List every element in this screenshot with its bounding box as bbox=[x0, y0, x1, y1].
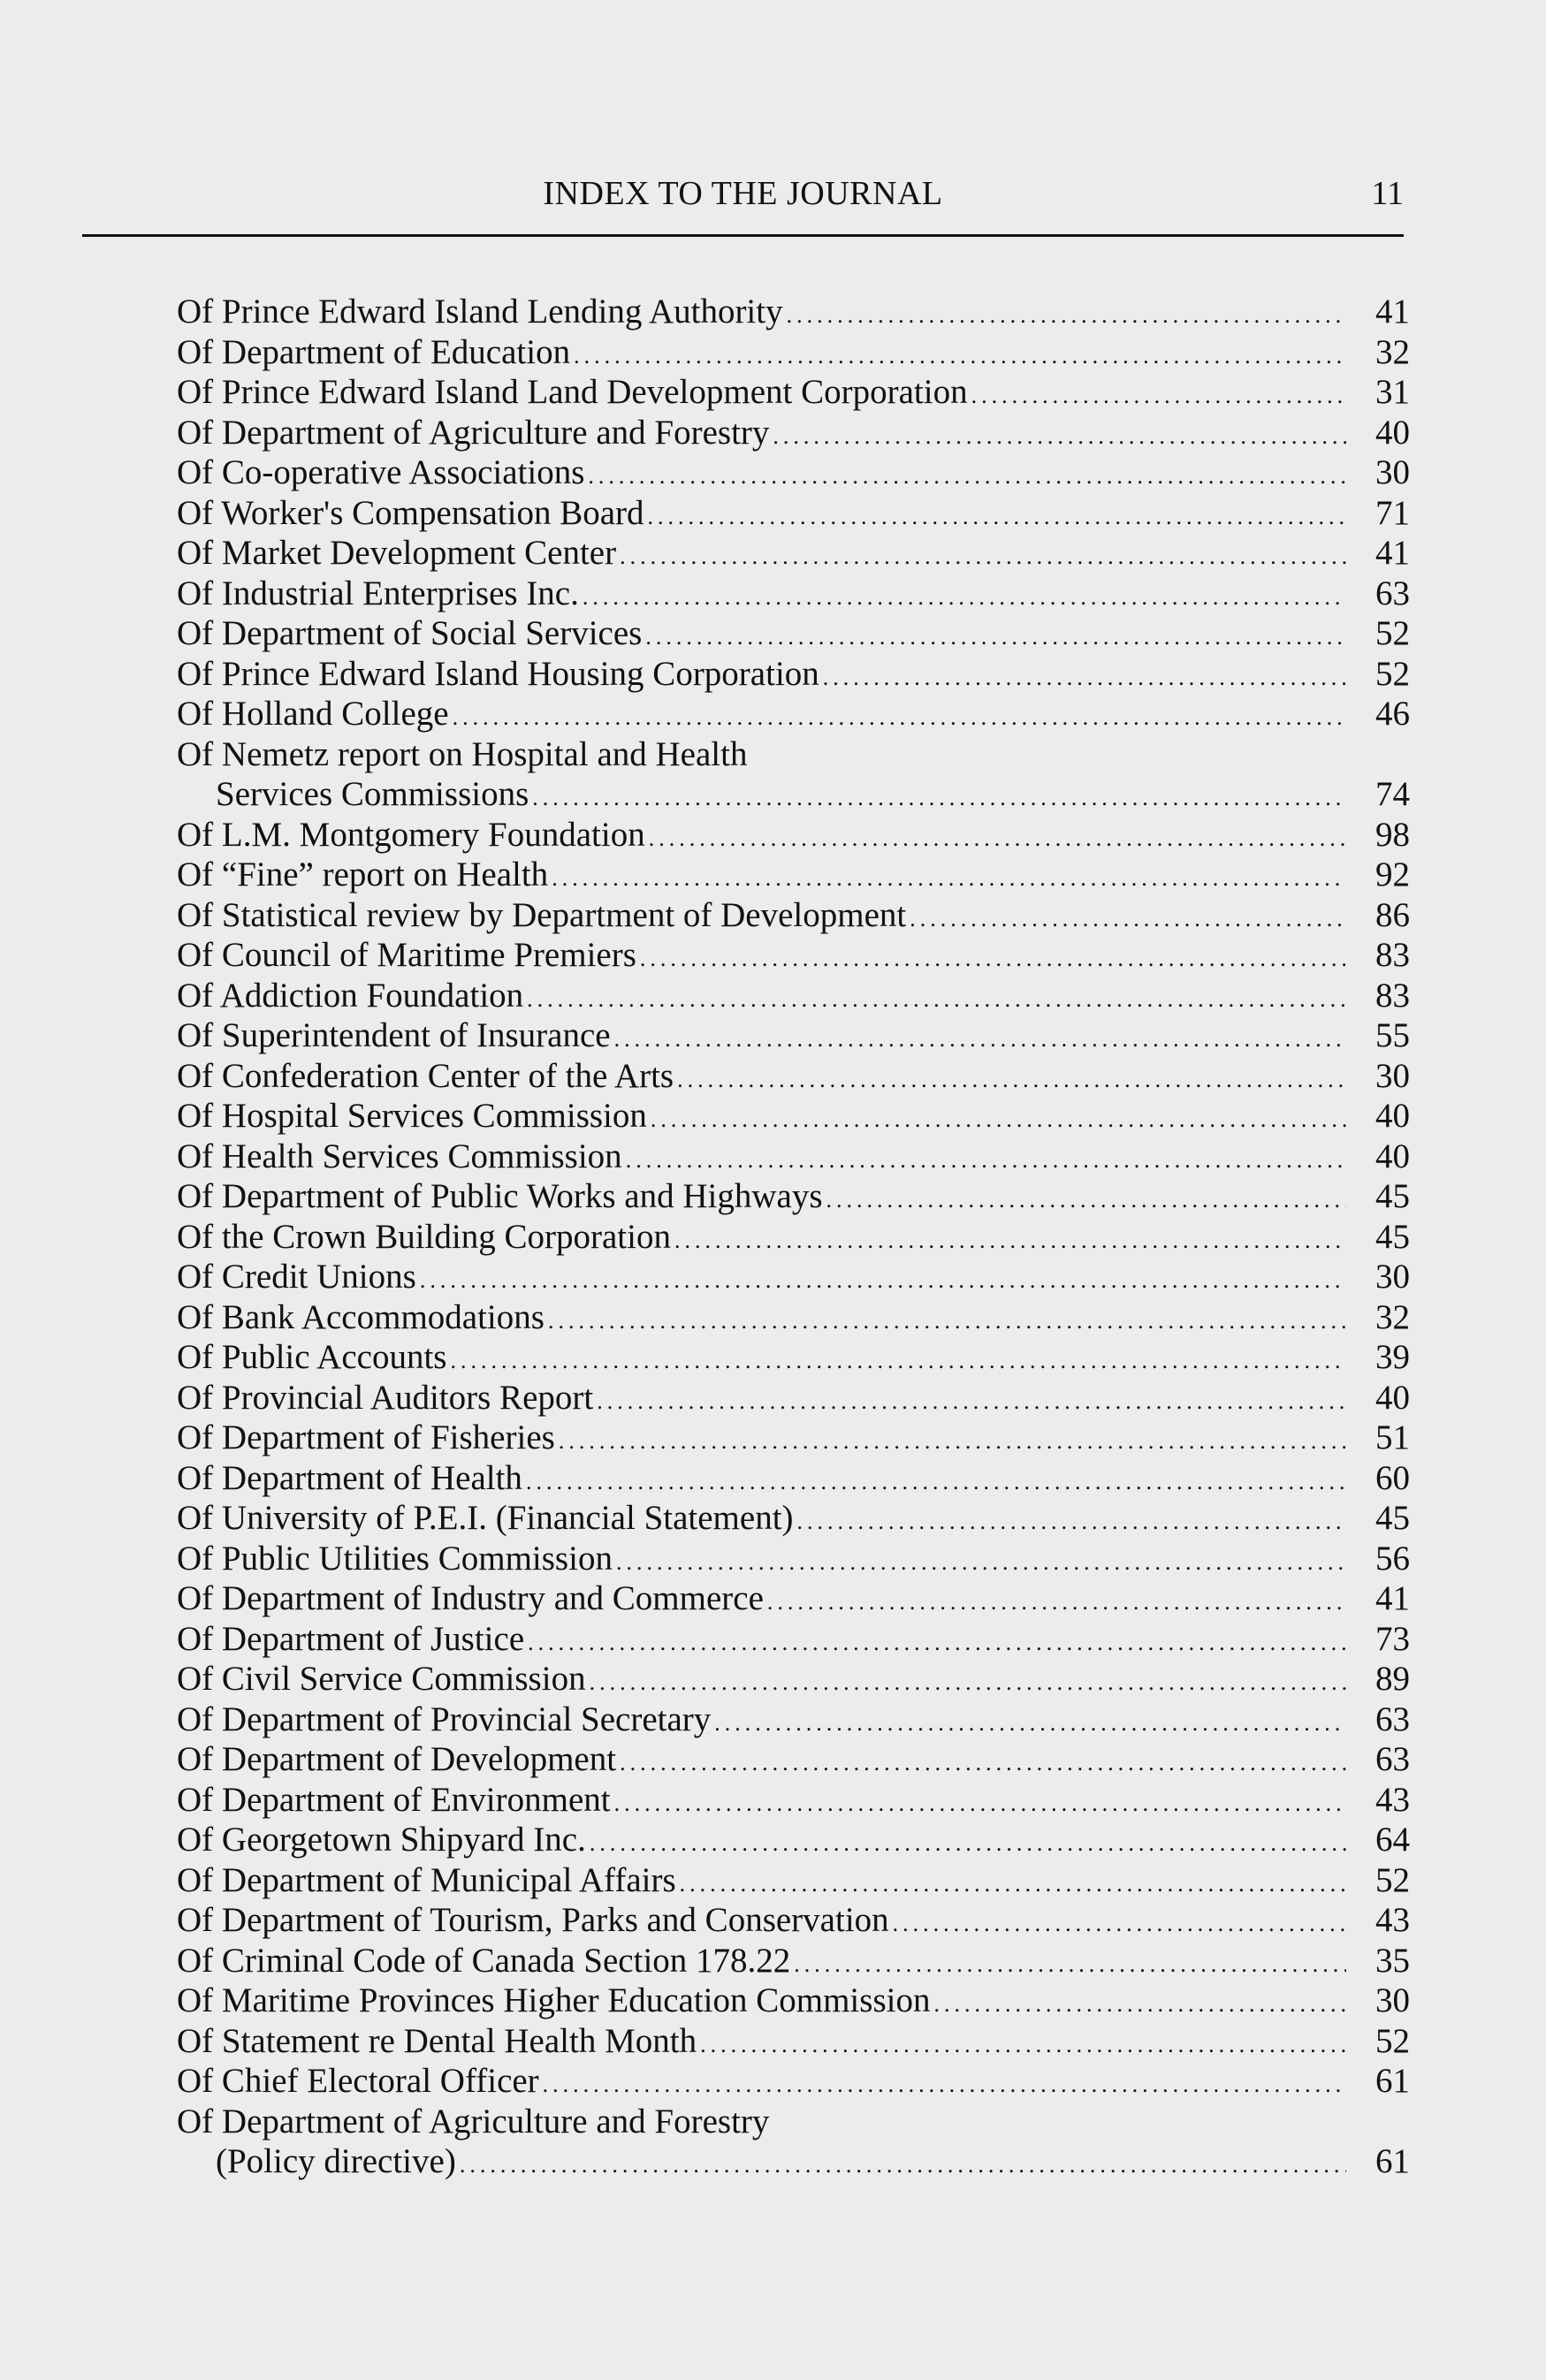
entry-text: Of Credit Unions bbox=[177, 1258, 416, 1296]
dot-leader bbox=[559, 1421, 1346, 1462]
dot-leader bbox=[590, 1662, 1346, 1703]
entry-page-number: 63 bbox=[1375, 1740, 1410, 1778]
entry-text: Of Bank Accommodations bbox=[177, 1297, 545, 1336]
index-entry bbox=[177, 533, 1410, 574]
entry-text: Of Department of Environment bbox=[177, 1780, 611, 1819]
entry-page-number: 39 bbox=[1375, 1338, 1410, 1376]
entry-page-number: 41 bbox=[1375, 534, 1410, 572]
dot-leader bbox=[773, 416, 1346, 457]
entry-page-number: 30 bbox=[1375, 1056, 1410, 1095]
entry-page-number: 30 bbox=[1375, 1981, 1410, 2019]
page-header bbox=[82, 173, 1404, 217]
entry-page-number: 56 bbox=[1375, 1539, 1410, 1578]
entry-page-number: 60 bbox=[1375, 1458, 1410, 1497]
index-entry bbox=[177, 613, 1410, 654]
entry-page-number: 32 bbox=[1375, 1297, 1410, 1336]
entry-text: Of Department of Agriculture and Forestry bbox=[177, 2102, 770, 2140]
index-entry bbox=[177, 855, 1410, 895]
index-entry bbox=[177, 574, 1410, 614]
entry-page-number: 73 bbox=[1375, 1619, 1410, 1658]
index-entry bbox=[177, 734, 1410, 775]
entry-page-number: 92 bbox=[1375, 855, 1410, 893]
index-entry bbox=[177, 1860, 1410, 1901]
dot-leader bbox=[460, 2145, 1346, 2186]
dot-leader bbox=[794, 1944, 1346, 1985]
entry-text: Of Department of Agriculture and Forestry bbox=[177, 413, 770, 452]
entry-text: Of Maritime Provinces Higher Education Commission bbox=[177, 1981, 931, 2019]
dot-leader bbox=[933, 1984, 1346, 2025]
entry-text: Of Holland College bbox=[177, 695, 449, 733]
index-entry bbox=[177, 1458, 1410, 1499]
index-entry bbox=[177, 1015, 1410, 1056]
entry-text: Of Health Services Commission bbox=[177, 1137, 622, 1175]
index-entry bbox=[177, 452, 1410, 493]
dot-leader bbox=[787, 295, 1346, 336]
index-entry-continuation bbox=[177, 774, 1410, 815]
entry-page-number: 40 bbox=[1375, 413, 1410, 452]
dot-leader bbox=[767, 1582, 1346, 1623]
index-entry bbox=[177, 1941, 1410, 1981]
dot-leader bbox=[590, 1823, 1346, 1864]
dot-leader bbox=[649, 818, 1346, 859]
entry-text: Of Department of Development bbox=[177, 1740, 617, 1778]
index-entry bbox=[177, 1619, 1410, 1660]
index-entry bbox=[177, 292, 1410, 332]
dot-leader bbox=[714, 1703, 1346, 1744]
dot-leader bbox=[420, 1260, 1346, 1301]
index-entry bbox=[177, 1820, 1410, 1860]
index-entry bbox=[177, 1056, 1410, 1097]
dot-leader bbox=[823, 658, 1346, 698]
entry-text: Of Provincial Auditors Report bbox=[177, 1378, 594, 1417]
entry-page-number: 89 bbox=[1375, 1660, 1410, 1698]
index-entry bbox=[177, 694, 1410, 734]
entry-text: Of Public Utilities Commission bbox=[177, 1539, 613, 1578]
entry-text: Of Department of Municipal Affairs bbox=[177, 1860, 676, 1899]
index-entry bbox=[177, 1137, 1410, 1177]
entry-page-number: 63 bbox=[1375, 1699, 1410, 1738]
dot-leader bbox=[971, 376, 1346, 416]
entry-text: Of Department of Health bbox=[177, 1458, 522, 1497]
entry-text: Of Confederation Center of the Arts bbox=[177, 1056, 674, 1095]
entry-text: Of Prince Edward Island Housing Corporation bbox=[177, 654, 819, 693]
entry-page-number: 61 bbox=[1375, 2142, 1410, 2180]
entry-page-number: 30 bbox=[1375, 453, 1410, 491]
entry-page-number: 41 bbox=[1375, 1579, 1410, 1617]
index-entry bbox=[177, 1337, 1410, 1378]
index-entry bbox=[177, 1578, 1410, 1619]
entry-page-number: 40 bbox=[1375, 1137, 1410, 1175]
index-entry-continuation bbox=[177, 2141, 1410, 2182]
entry-text: Of Market Development Center bbox=[177, 534, 617, 572]
entry-page-number: 52 bbox=[1375, 1860, 1410, 1899]
dot-leader bbox=[574, 336, 1346, 376]
index-entry bbox=[177, 1498, 1410, 1539]
index-entry bbox=[177, 1739, 1410, 1780]
index-entry bbox=[177, 976, 1410, 1016]
entry-text: Of Nemetz report on Hospital and Health bbox=[177, 734, 748, 773]
entry-page-number: 43 bbox=[1375, 1780, 1410, 1819]
dot-leader bbox=[528, 1623, 1346, 1663]
dot-leader bbox=[616, 1542, 1346, 1583]
entry-text: Of Department of Public Works and Highways bbox=[177, 1177, 823, 1215]
index-entry bbox=[177, 413, 1410, 453]
entry-text: Of Industrial Enterprises Inc. bbox=[177, 574, 579, 612]
entry-text: Of Prince Edward Island Land Development Corporation bbox=[177, 373, 968, 411]
entry-text: Of University of P.E.I. (Financial Statement) bbox=[177, 1499, 794, 1537]
entry-text: Of Department of Education bbox=[177, 332, 571, 371]
dot-leader bbox=[552, 858, 1346, 899]
entry-text: Of Department of Social Services bbox=[177, 614, 643, 652]
running-title: INDEX TO THE JOURNAL bbox=[543, 175, 943, 212]
entry-page-number: 31 bbox=[1375, 373, 1410, 411]
index-entry bbox=[177, 895, 1410, 936]
entry-text: Of Addiction Foundation bbox=[177, 976, 524, 1015]
index-entry bbox=[177, 654, 1410, 695]
dot-leader bbox=[620, 1743, 1346, 1783]
entry-page-number: 55 bbox=[1375, 1016, 1410, 1054]
index-entry bbox=[177, 2061, 1410, 2102]
entry-page-number: 52 bbox=[1375, 614, 1410, 652]
entry-text-continuation: (Policy directive) bbox=[216, 2142, 456, 2180]
index-list bbox=[177, 292, 1410, 2182]
entry-page-number: 45 bbox=[1375, 1177, 1410, 1215]
entry-page-number: 74 bbox=[1375, 775, 1410, 813]
dot-leader bbox=[450, 1341, 1346, 1381]
entry-text: Of Worker's Compensation Board bbox=[177, 493, 644, 532]
dot-leader bbox=[453, 697, 1346, 738]
entry-text: Of Department of Justice bbox=[177, 1619, 525, 1658]
entry-page-number: 64 bbox=[1375, 1821, 1410, 1859]
dot-leader bbox=[543, 2064, 1346, 2105]
dot-leader bbox=[597, 1381, 1346, 1422]
dot-leader bbox=[910, 899, 1346, 939]
entry-text-continuation: Services Commissions bbox=[216, 775, 529, 813]
entry-page-number: 83 bbox=[1375, 936, 1410, 974]
dot-leader bbox=[588, 456, 1346, 497]
entry-text: Of L.M. Montgomery Foundation bbox=[177, 815, 645, 854]
header-rule bbox=[82, 234, 1404, 237]
dot-leader bbox=[626, 1140, 1346, 1181]
entry-page-number: 98 bbox=[1375, 815, 1410, 854]
entry-text: Of Co-operative Associations bbox=[177, 453, 585, 491]
dot-leader bbox=[797, 1502, 1346, 1542]
entry-text: Of Department of Industry and Commerce bbox=[177, 1579, 764, 1617]
entry-page-number: 71 bbox=[1375, 493, 1410, 532]
dot-leader bbox=[677, 1060, 1346, 1100]
entry-page-number: 45 bbox=[1375, 1499, 1410, 1537]
entry-page-number: 40 bbox=[1375, 1097, 1410, 1135]
entry-page-number: 46 bbox=[1375, 695, 1410, 733]
entry-page-number: 30 bbox=[1375, 1258, 1410, 1296]
index-entry bbox=[177, 1096, 1410, 1137]
dot-leader bbox=[700, 2025, 1346, 2065]
entry-page-number: 86 bbox=[1375, 895, 1410, 934]
index-entry bbox=[177, 1297, 1410, 1338]
dot-leader bbox=[583, 577, 1346, 618]
dot-leader bbox=[532, 778, 1346, 818]
dot-leader bbox=[893, 1904, 1346, 1944]
dot-leader bbox=[614, 1019, 1346, 1060]
index-entry bbox=[177, 493, 1410, 534]
index-entry bbox=[177, 1257, 1410, 1297]
dot-leader bbox=[527, 979, 1346, 1020]
entry-page-number: 52 bbox=[1375, 654, 1410, 693]
dot-leader bbox=[548, 1301, 1346, 1342]
entry-text: Of Public Accounts bbox=[177, 1338, 447, 1376]
dot-leader bbox=[640, 939, 1346, 979]
entry-text: Of Criminal Code of Canada Section 178.22 bbox=[177, 1941, 791, 1980]
dot-leader bbox=[614, 1783, 1346, 1824]
index-entry bbox=[177, 935, 1410, 976]
dot-leader bbox=[620, 536, 1346, 577]
index-entry bbox=[177, 1900, 1410, 1941]
dot-leader bbox=[526, 1462, 1346, 1502]
index-entry bbox=[177, 1418, 1410, 1458]
index-entry bbox=[177, 372, 1410, 413]
entry-page-number: 63 bbox=[1375, 574, 1410, 612]
index-entry bbox=[177, 1981, 1410, 2021]
entry-page-number: 32 bbox=[1375, 332, 1410, 371]
entry-text: Of Chief Electoral Officer bbox=[177, 2062, 539, 2100]
index-entry bbox=[177, 2021, 1410, 2062]
dot-leader bbox=[680, 1864, 1346, 1905]
dot-leader bbox=[648, 497, 1347, 537]
index-entry bbox=[177, 1176, 1410, 1217]
index-entry bbox=[177, 1539, 1410, 1579]
entry-page-number: 41 bbox=[1375, 293, 1410, 331]
index-entry bbox=[177, 1217, 1410, 1258]
page-number: 11 bbox=[1371, 175, 1404, 212]
entry-page-number: 45 bbox=[1375, 1217, 1410, 1256]
entry-text: Of Department of Fisheries bbox=[177, 1418, 555, 1456]
entry-page-number: 35 bbox=[1375, 1941, 1410, 1980]
entry-page-number: 83 bbox=[1375, 976, 1410, 1015]
entry-text: Of Hospital Services Commission bbox=[177, 1097, 647, 1135]
index-entry bbox=[177, 332, 1410, 373]
entry-text: Of Superintendent of Insurance bbox=[177, 1016, 611, 1054]
entry-text: Of Department of Tourism, Parks and Conservation bbox=[177, 1901, 889, 1939]
entry-text: Of Statement re Dental Health Month bbox=[177, 2021, 697, 2060]
dot-leader bbox=[674, 1220, 1346, 1261]
entry-text: Of Council of Maritime Premiers bbox=[177, 936, 636, 974]
entry-text: Of Prince Edward Island Lending Authority bbox=[177, 293, 783, 331]
dot-leader bbox=[645, 617, 1346, 658]
entry-text: Of Georgetown Shipyard Inc. bbox=[177, 1821, 586, 1859]
entry-text: Of the Crown Building Corporation bbox=[177, 1217, 671, 1256]
index-entry bbox=[177, 1780, 1410, 1821]
entry-page-number: 52 bbox=[1375, 2021, 1410, 2060]
index-entry bbox=[177, 1659, 1410, 1699]
entry-text: Of Civil Service Commission bbox=[177, 1660, 586, 1698]
entry-page-number: 51 bbox=[1375, 1418, 1410, 1456]
entry-page-number: 43 bbox=[1375, 1901, 1410, 1939]
entry-page-number: 61 bbox=[1375, 2062, 1410, 2100]
entry-text: Of “Fine” report on Health bbox=[177, 855, 549, 893]
dot-leader bbox=[826, 1180, 1346, 1220]
entry-page-number: 40 bbox=[1375, 1378, 1410, 1417]
entry-text: Of Department of Provincial Secretary bbox=[177, 1699, 712, 1738]
index-entry bbox=[177, 1699, 1410, 1740]
index-entry bbox=[177, 815, 1410, 855]
index-entry bbox=[177, 2102, 1410, 2142]
dot-leader bbox=[651, 1099, 1346, 1140]
index-entry bbox=[177, 1378, 1410, 1418]
entry-text: Of Statistical review by Department of Development bbox=[177, 895, 907, 934]
